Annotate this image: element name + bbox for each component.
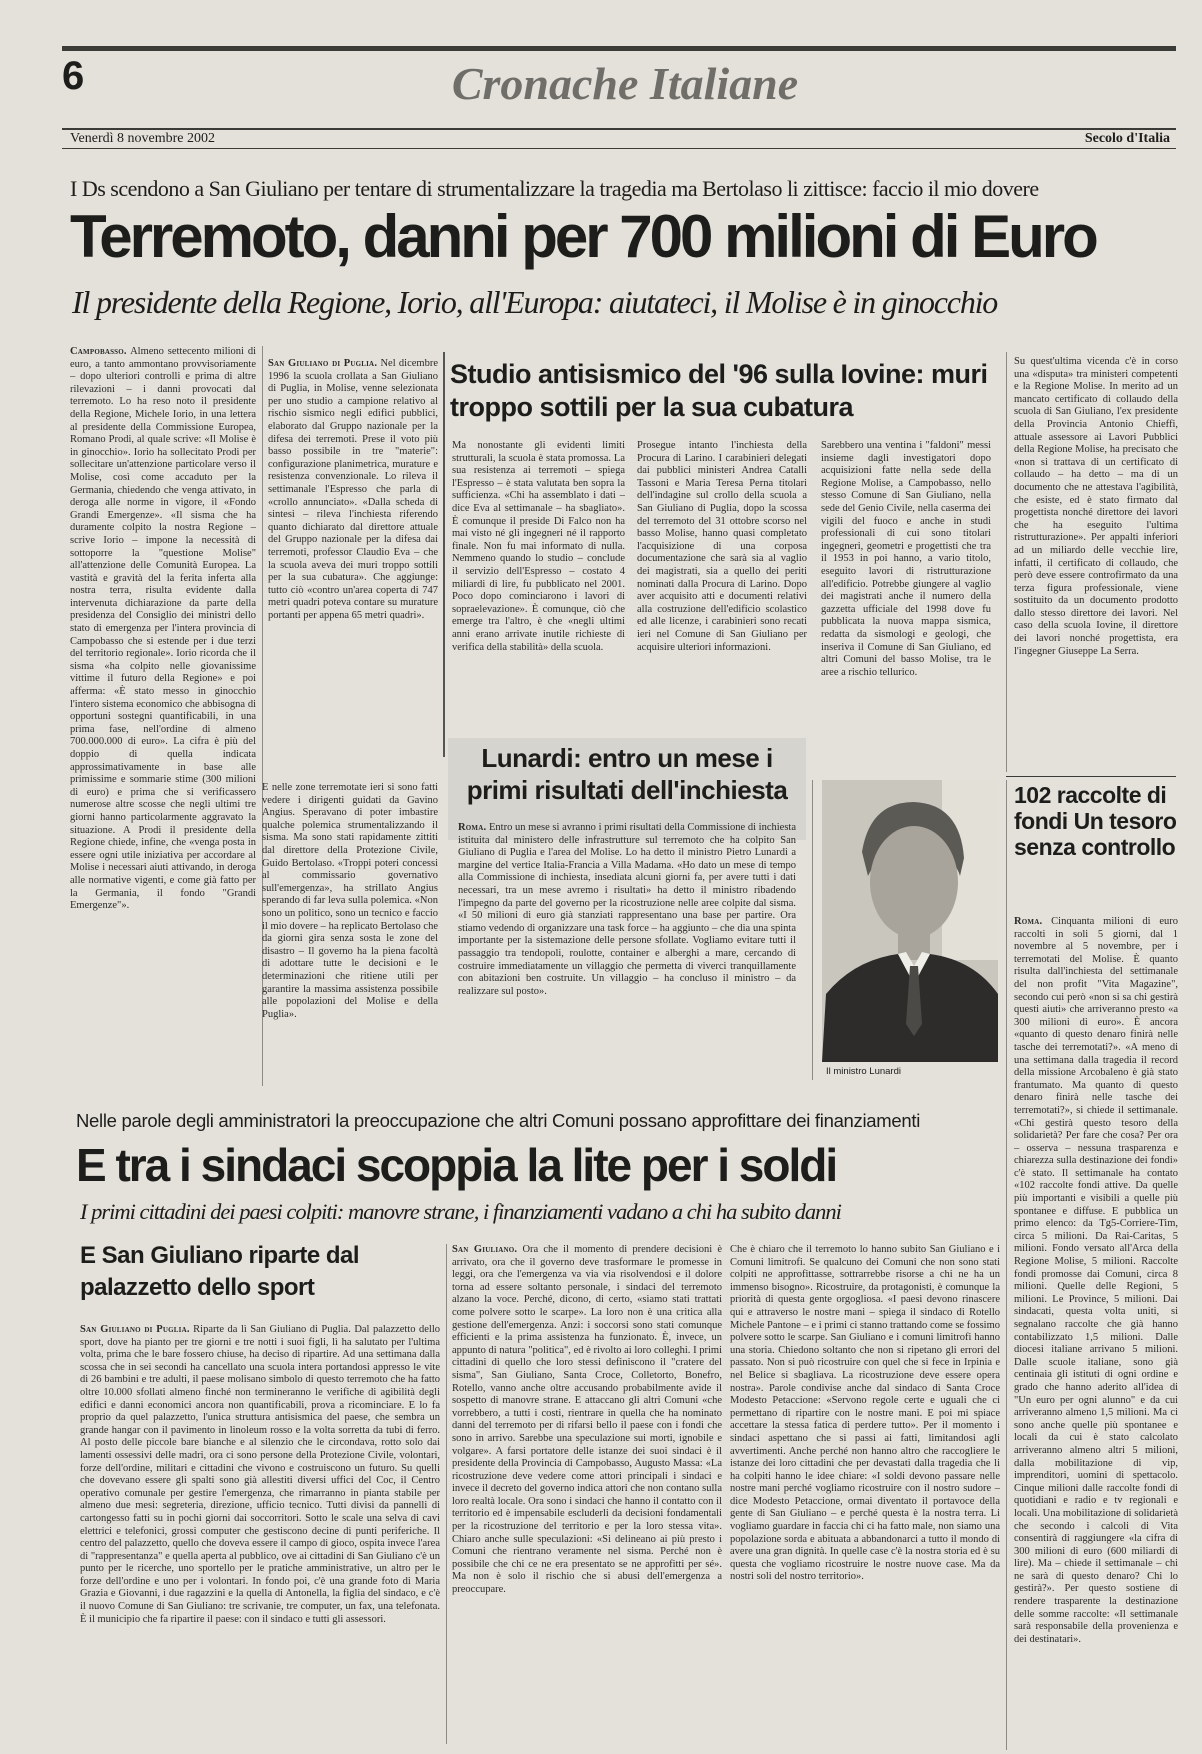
top-story-column-1 xyxy=(70,346,256,1086)
dateline: Campobasso. xyxy=(70,346,127,357)
article-body: Che è chiaro che il terremoto lo hanno subito San Giuliano e i Comuni limitrofi. Se qualcuno dei Comuni che non sono stati colpiti ne approfittasse, sottrarrebbe risorse a chi ne ha un immenso bisogno». Ricostruire, da protagonisti, è comunque la priorità di questa gente orgogliosa. «I paesi devono rinascere qui e attraverso le nostre mani – spiega il sindaco di Rotello Michele Pantone – e i primi ci stanno trattando come se fossimo polvere sotto le scarpe. San Giuliano e i comuni limitrofi hanno una storia. Chiedono soltanto che non si ripetano gli errori del passato. Non si può ricostruire con quel che si fece in Irpinia e nel Belice si sbagliava. La ricostruzione deve essere opera nostra». Parole condivise anche dal sindaco di Santa Croce Modesto Petaccione: «Servono regole certe e uguali che ci permettano di ripartire con le nostre mani. E poi mi spiace accettare la stessa fatica di perdere tutto». Per il momento i sindaci aspettano che si passi ai fatti, limitandosi agli avvertimenti. Anche perché non hanno altro che raccogliere le istanze dei loro cittadini che per devastati dalla tragedia che li ha colpiti hanno le idee chiare: «I soldi devono passare nelle nostre mani perché vogliamo ricostruire con il nostro sudore – dice Modesto Petaccione, ormai diventato il portavoce della gente di San Giuliano – e perché questa è la nostra terra. Li vogliamo guardare in faccia chi ci ha fatto male, non siamo una popolazione sorda e abituata a abbandonarci a tutto il mondo di avere una gran dignità. In quelle case c'è la nostra storia ed è su questa che vogliamo ricostruire le nostre nuove case. Ma da nostri soli del nostro territorio». xyxy=(730,1244,1000,1583)
top-subheadline: Il presidente della Regione, Iorio, all'Europa: aiutateci, il Molise è in ginocchio xyxy=(72,284,998,320)
funds-text xyxy=(1014,916,1178,1750)
dateline: San Giuliano di Puglia. xyxy=(80,1324,190,1335)
article-body: Prosegue intanto l'inchiesta della Procura di Larino. I carabinieri delegati dai pubblici ministeri Andrea Catalli Tassoni e Maria Teresa Perna titolari dell'indagine sul crollo della scuola a San Giuliano di Puglia, dopo la scossa del terremoto del 31 ottobre scorso nel basso Molise, hanno quasi completato l'acquisizione di una corposa documentazione che sarà sia al vaglio dei magistrati, sia a quello dei periti nominati dalla Procura di Larino. Dopo aver acquisito atti e documenti relativi alla costruzione dell'edificio scolastico ed alle licenze, i carabinieri sono recati ieri nel Comune di San Giuliano per acquisire ulteriori informazioni. xyxy=(637,440,807,653)
study-column-2 xyxy=(637,440,807,725)
mayors-column-1 xyxy=(452,1244,722,1744)
minister-photo xyxy=(822,780,998,1062)
palazzetto-text xyxy=(80,1324,440,1744)
issue-date: Venerdì 8 novembre 2002 xyxy=(70,131,216,146)
article-body: Riparte da lì San Giuliano di Puglia. Dal palazzetto dello sport, dove ha pianto per tre giorni e tre notti i suoi figli, lì ha salutato per l'ultima volta, prima che le bare fossero chiuse, ha deciso di ripartire. Ad una settimana dalla scossa che in sei secondi ha cancellato una scuola intera portandosi appresso le vite di 26 bambini e tre adulti, il paese molisano simbolo di questo terremoto che ha fatto oltre 10.000 sfollati almeno finché non termineranno le verifiche di agibilità degli edifici e danni economici ancora non quantificabili, prova a ricominciare. E lo fa proprio da quel palazzetto, l'unica struttura antisismica del paese, che sembra un grande hangar con il pavimento in linoleum rosso e la volta sorretta da tubi di ferro. Al posto delle piccole bare bianche e al silenzio che le circondava, rotto solo dai lamenti ossessivi delle madri, ora ci sono persone della Protezione Civile, volontari, forze dell'ordine, militari e cittadini che vivono e costruiscono un futuro. Su quelli che dovevano essere gli spalti sono già allestiti diversi uffici del Coc, il Centro operativo comunale per gestire l'emergenza, che rimarranno in pianta stabile per almeno due mesi: segreteria, direzione, ufficio tecnico. Tutti divisi da pannelli di cartongesso fatti su in pochi giorni dai soccorritori. Sotto le scale una selva di cavi elettrici e telefonici, grossi computer che gestiscono decine di punti periferiche. Il centro del palazzetto, quello che doveva essere il campo di gioco, ospita invece l'area di "rappresentanza" e quella aperta al pubblico, ove ai cittadini di San Giuliano c'è un punto per le ricerche, uno sportello per le pratiche amministrative, un altro per le forze dell'ordine e uno per i volontari. In fondo poi, c'è una grande foto di Maria Grazia e Giovanni, i due ragazzini e la quella di Antonella, la figlia del sindaco, e c'è il nuovo Comune di San Giuliano: tre scrivanie, tre computer, un fax, una telefonata. È il municipio che fa ripartire il paese: con il sindaco e tutti gli assessori. xyxy=(80,1324,440,1625)
dateline: San Giuliano. xyxy=(452,1244,518,1255)
article-body: Nel dicembre 1996 la scuola crollata a San Giuliano di Puglia, in Molise, venne selezionata per uno studio a campione relativo al rischio sismico negli edifici pubblici, elaborato dal Gruppo nazionale per la difesa dei terremoti. Prese il voto più basso possibile in tre "materie": configurazione planimetrica, murature e resistenza convenzionale. Lo rileva il settimanale l'Espresso che parla di «crollo annunciato». «Dalla scheda di sintesi – rileva l'inchiesta riferendo quanto dichiarato dal direttore attuale del Gruppo nazionale per la difesa dai terremoti, professor Claudio Eva – che la scuola aveva dei muri troppo sottili per la sua cubatura». Che aggiunge: tutto ciò «contro un'area coperta di 747 metri quadri poteva contare su murature portanti per appena 65 metri quadri». xyxy=(268,358,438,621)
article-body: Ora che il momento di prendere decisioni è arrivato, ora che il governo deve trasformare le promesse in leggi, ora che l'emergenza va via via risolvendosi e il dolore torna ad essere soltanto personale, i sindaci del terremoto alzano la voce. Perché, dicono, di certo, «siamo stati trattati come polvere sotto le scarpe». La loro non è una critica alla gestione dell'emergenza. Anzi: i soccorsi sono stati comunque efficienti e la prima assistenza ha funzionato. È, invece, un appunto di natura "politica", ed è rivolto ai loro colleghi. I primi cittadini di quello che loro stessi definiscono il "cratere del sisma", San Giuliano, Santa Croce, Colletorto, Bonefro, Rotello, vanno anche oltre accusando probabilmente avide il sospetto di manovre strane. E attaccano gli altri Comuni «che vorrebbero, a tutti i costi, rientrare in quella che ha nominato danni del terremoto per di rifarsi bello il paese con i fondi che sono in arrivo. Sarebbe una speculazione sui morti, ignobile e volgare». A farsi portatore delle istanze dei suoi sindaci è il presidente della Provincia di Campobasso, Augusto Massa: «La ricostruzione deve vedere come attori principali i sindaci e invece il decreto del governo indica attori che non contano sulla loro realtà locale. Ora sono i sindaci che hanno il contatto con il territorio ed è impensabile escluderli da decisioni fondamentali per la ricostruzione del territorio e per la loro stessa vita». Chiaro anche sulle speculazioni: «Si delineano ai più presto i Comuni che rientrano veramente nel sisma. Perché non è possibile che chi ce ne era presentato se ne approfitti per sé». Ma non è solo il rischio che si abusi dell'emergenza a preoccupare. xyxy=(452,1244,722,1596)
page-number: 6 xyxy=(62,54,85,98)
article-body: Sarebbero una ventina i "faldoni" messi insieme dagli investigatori dopo acquisizioni fatte nella sede della Regione Molise, a Campobasso, nello stesso Comune di San Giuliano, nella sede del Genio Civile, nella caserma dei vigili del fuoco e anche in studi professionali di cui sono titolari ingegneri, geometri e progettisti che tra il 1953 in poi hanno, a vario titolo, eseguito lavori di ristrutturazione all'edificio. Potrebbe giungere al vaglio dei magistrati anche il numero della gazzetta ufficiale del 1998 dove fu pubblicata la nuova mappa sismica, redatta da sismologi e geologi, che inseriva il Comune di San Giuliano, ed altri Comuni del basso Molise, tra le aree a rischio tellurico. xyxy=(821,440,991,678)
article-body: Ma nonostante gli evidenti limiti strutturali, la scuola è stata promossa. La sua resistenza ai terremoti – spiega l'Espresso – è stata valutata ben sopra la sufficienza. «Chi ha assemblato i dati – dice Eva al settimanale – ha sbagliato». È comunque il preside Di Falco non ha mai visto né gli ingegneri né il rapporto finale. Non fu mai informato di nulla. Nemmeno quando lo studio – conclude il servizio dell'Espresso – costato 4 miliardi di lire, fu pubblicato nel 2001. Poco dopo cominciarono i lavori di sopraelevazione». È comunque, ciò che emerge tra l'altro, è che «negli ultimi anni erano arrivate inutile richieste di verifica della stabilità» della scuola. xyxy=(452,440,625,653)
dateline: Roma. xyxy=(1014,916,1043,927)
mayors-headline: E tra i sindaci scoppia la lite per i soldi xyxy=(76,1139,837,1191)
newspaper-name: Secolo d'Italia xyxy=(1084,131,1170,146)
section-title: Cronache Italiane xyxy=(451,58,799,109)
dateline: Roma. xyxy=(458,822,487,833)
palazzetto-headline: E San Giuliano riparte dal palazzetto dello sport xyxy=(80,1242,360,1301)
mayors-column-2 xyxy=(730,1244,1000,1744)
mayors-kicker: Nelle parole degli amministratori la preoccupazione che altri Comuni possano approfittare dei finanziamenti xyxy=(76,1110,921,1131)
right-column-text xyxy=(1014,356,1178,774)
dateline: San Giuliano di Puglia. xyxy=(268,358,378,369)
article-body: Entro un mese si avranno i primi risultati della Commissione di inchiesta istituita dal ministero delle infrastrutture sul terremoto che ha colpito San Giuliano di Puglia e l'area del Molise. Lo ha detto il ministro Pietro Lunardi a margine del vertice Italia-Francia a Villa Madama. «Ho dato un mese di tempo alla Commissione di inchiesta, insediata alcuni giorni fa, per avere tutti i dati necessari, tra un mese avremo i risultati» ha detto il ministro ribadendo l'impegno da parte del governo per la ricostruzione nelle aree colpite dal sisma. «I 50 milioni di euro già stanziati rappresentano una base per partire. Ora stiamo vedendo di organizzare una task force – ha aggiunto – che dia una spinta importante per la sistemazione delle persone sfollate. Vogliamo evitare tutti il passaggio tra tendopoli, roulotte, container e alberghi a mare, cercando di costruire immediatamente un villaggio che permetta di viverci tranquillamente con abitazioni ben costruite. Un villaggio – ha concluso il ministro – da realizzare sul posto». xyxy=(458,822,796,997)
funds-headline: 102 raccolte di fondi Un tesoro senza controllo xyxy=(1014,782,1177,860)
article-body: E nelle zone terremotate ieri si sono fatti vedere i dirigenti guidati da Gavino Angius. Speravano di poter imbastire qualche polemica strumentalizzando il sisma. Ma sono stati rapidamente zittiti dal direttore della Protezione Civile, Guido Bertolaso. «Troppi poteri concessi al commissario governativo sull'emergenza», ha strillato Angius sperando di far leva sulla polemica. «Non sono un politico, sono un tecnico e faccio il mio dovere – ha replicato Bertolaso che da giorni gira senza sosta le zone del disastro – Il governo ha la piena facoltà di adottare tutte le decisioni e le determinazioni che ritiene utili per garantire la massima assistenza possibile alle popolazioni del Molise e della Puglia». xyxy=(262,782,438,1020)
mayors-subheadline: I primi cittadini dei paesi colpiti: manovre strane, i finanziamenti vadano a chi ha subito danni xyxy=(80,1199,841,1224)
top-kicker: I Ds scendono a San Giuliano per tentare di strumentalizzare la tragedia ma Bertolaso li zittisce: faccio il mio dovere xyxy=(70,176,1039,201)
study-column-3 xyxy=(821,440,991,735)
top-headline: Terremoto, danni per 700 milioni di Euro xyxy=(70,203,1096,270)
article-body: Su quest'ultima vicenda c'è in corso una «disputa» tra ministeri competenti e la Regione Molise. In merito ad un mancato certificato di collaudo della scuola di San Giuliano, l'ex presidente della Provincia Antonio Chieffi, attuale assessore ai Lavori Pubblici della Regione Molise, ha precisato che «non si trattava di un certificato di collaudo – ha detto – ma di un documento che ne attestava l'agibilità, che esiste, ed è stato firmato dal progettista nonché direttore dei lavori che ha eseguito l'ultima ristrutturazione». Per appalti inferiori ad un miliardo delle vecchie lire, infatti, il certificato di collaudo, che però deve essere controfirmato da una terza figura professionale, viene sostituito da un documento prodotto dallo stesso direttore dei lavori. Nel caso della scuola Iovine, il direttore dei lavori nonché progettista, era l'ingegner Giuseppe La Serra. xyxy=(1014,356,1178,657)
article-body: Almeno settecento milioni di euro, a tanto ammontano provvisoriamente – dopo ulteriori controlli e prima di altre rilevazioni – i danni provocati dal terremoto. Lo ha reso noto il presidente della Regione, Michele Iorio, in una lettera al presidente della Commissione Europea, Romano Prodi, al quale scrive: «Il Molise è in ginocchio». Iorio ha sollecitato Prodi per sollecitare un'attenzione particolare verso il Molise, così come accaduto per la Germania, chiedendo che venga attivato, in deroga alle norme in vigore, il «Fondo Grandi Emergenze». «Il sisma che ha duramente colpito la nostra Regione – scrive Iorio – impone la necessità di sottoporre la "questione Molise" all'attenzione delle Comunità Europea. La vastità e gravità del la ferita inferta alla nostra terra, risulta evidente dalla intervenuta dichiarazione da parte della presidenza del Consiglio dei ministri dello stato di emergenza per l'intera provincia di Campobasso che si estende per i due terzi del territorio regionale». Iorio ricorda che il sisma «ha colpito nelle giovanissime vittime il futuro della Regione» e poi afferma: «È stato messo in ginocchio l'intero sistema economico che abbisogna di opportuni sostegni quantificabili, in una prima fase, nell'ordine di almeno 700.000.000 di euro». La cifra è più del doppio di quella indicata approssimativamente in base alle primissime e sommarie stime (300 milioni di euro) e prima che si verificassero numerose altre scosse che negli ultimi tre giorni hanno particolarmente aggravato la situazione. A Prodi il presidente della Regione chiede, infine, che «venga posta in essere ogni utile iniziativa per accordare al Molise i necessari aiuti attivando, in deroga alle normative vigenti, e come già fatto per la Germania, il fondo "Grandi Emergenze"». xyxy=(70,346,256,912)
study-column-1 xyxy=(452,440,625,725)
portrait-icon xyxy=(822,780,998,1062)
article-body: Cinquanta milioni di euro raccolti in soli 5 giorni, dal 1 novembre al 5 novembre, per i terremotati del Molise. È quanto risulta dall'inchiesta del settimanale del non profit "Vita Magazine", secondo cui però «non si sa chi gestirà questi aiuti» che arriveranno presto «a 300 milioni di euro». È ancora «quanto di questo denaro finirà nelle tasche dei terremotati?». «A meno di una settimana dalla tragedia il record della missione Arcobaleno è già stato frantumato. Ma quanto di questo denaro finirà nelle tasche dei terremotati?», si chiede il settimanale. «Chi gestirà questo tesoro della solidarietà? Per fare che cosa? Per ora – osserva – nessuna trasparenza e chiarezza sulla destinazione dei fondi» c'è stato. Il settimanale ha contato «102 raccolte fondi attive. Da quelle più importanti e visibili a quelle più spontanee e diffuse. E pubblica un primo elenco: da Tg5-Corriere-Tim, circa 5 milioni. Da Rai-Caritas, 5 milioni. Fondo versato all'Arca della Regione Molise, 5 milioni. Raccolte fondi promosse dai Comuni, circa 8 milioni. Quelle delle Regioni, 5 milioni. Le Province, 5 milioni. Dai sindacati, questa volta uniti, si segnalano raccolte che già hanno contabilizzato 1,5 milioni. Dalle diocesi italiane arrivano 5 milioni. Dalle scuole italiane, sono già centinaia gli istituti di ogni ordine e grado che hanno aderito all'idea di "Un euro per ogni alunno" e da cui arriveranno almeno 1,5 milioni. Ma ci sono anche quelle più spontanee e locali da cui è stato calcolato arriveranno almeno altri 5 milioni, dalla mobilitazione di vip, imprenditori, uomini di spettacolo. Cinque milioni dalle raccolte fondi di quotidiani e radio e tv regionali e locali. Una mobilitazione di solidarietà che secondo i calcoli di Vita consentirà di raggiungere «la cifra di 300 milioni di euro (600 miliardi di lire). Ma – chiede il settimanale – chi ne sarà di questo denaro? Chi lo gestirà?». Per questo sostiene di rendere trasparente la destinazione delle somme raccolte: «Il settimanale sarà responsabile della provenienza e dei destinatari». xyxy=(1014,916,1178,1645)
photo-caption: Il ministro Lunardi xyxy=(826,1066,901,1077)
lunardi-text xyxy=(458,822,796,1064)
top-story-column-2 xyxy=(268,358,438,768)
study-headline: Studio antisismico del '96 sulla Iovine: muri troppo sottili per la sua cubatura xyxy=(450,359,988,422)
lunardi-headline: Lunardi: entro un mese i primi risultati dell'inchiesta xyxy=(466,743,788,805)
top-story-column-2-continued xyxy=(262,782,438,1087)
